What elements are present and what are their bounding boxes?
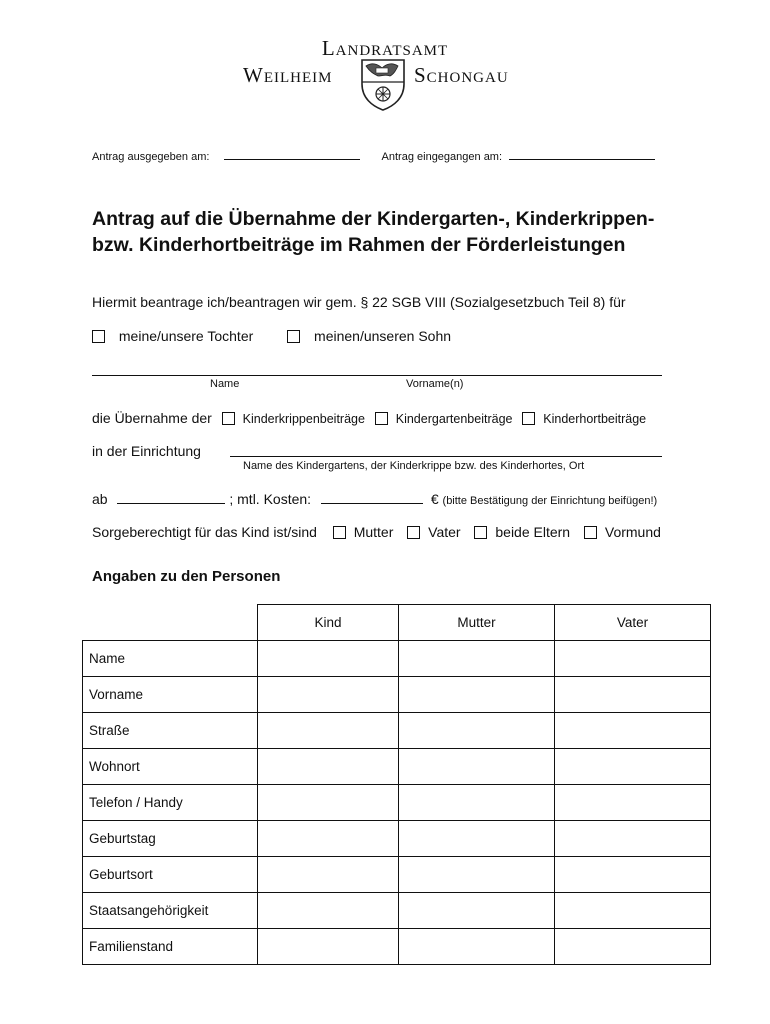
row-label-telefon: Telefon / Handy [83,785,258,821]
column-header-mutter: Mutter [399,605,555,641]
table-row [83,785,711,821]
table-row [83,749,711,785]
kind-strasse-cell[interactable] [258,713,399,749]
title-line-1: Antrag auf die Übernahme der Kindergarten-, Kinderkrippen- [92,208,655,230]
persons-heading: Angaben zu den Personen [92,568,281,585]
krippe-label: Kinderkrippenbeiträge [242,412,365,426]
vater-staatsangehoerigkeit-cell[interactable] [555,893,711,929]
vater-wohnort-cell[interactable] [555,749,711,785]
kind-vorname-cell[interactable] [258,677,399,713]
table-row [83,641,711,677]
beide-eltern-label: beide Eltern [495,524,571,540]
vater-checkbox[interactable] [407,526,420,539]
euro-sign: € [430,491,439,507]
mutter-label: Mutter [353,524,394,540]
row-label-name: Name [83,641,258,677]
issued-label: Antrag ausgegeben am: [92,151,210,163]
row-label-staatsangehoerigkeit: Staatsangehörigkeit [83,893,258,929]
table-row [83,893,711,929]
kindergarten-checkbox[interactable] [375,412,388,425]
child-options [92,328,451,344]
row-label-strasse: Straße [83,713,258,749]
vater-strasse-cell[interactable] [555,713,711,749]
vormund-label: Vormund [604,524,661,540]
vater-telefon-cell[interactable] [555,785,711,821]
kind-familienstand-cell[interactable] [258,929,399,965]
corner-cell [83,605,258,641]
coat-of-arms-icon [356,56,410,112]
vater-label: Vater [428,524,461,540]
kosten-note: (bitte Bestätigung der Einrichtung beifügen!) [442,495,658,507]
monthly-cost-field[interactable] [321,503,423,504]
kind-name-cell[interactable] [258,641,399,677]
authority-name: Landratsamt [321,36,449,60]
mutter-checkbox[interactable] [333,526,346,539]
table-row [83,677,711,713]
daughter-checkbox[interactable] [92,330,105,343]
column-header-vater: Vater [555,605,711,641]
persons-table [82,604,711,965]
einrichtung-field[interactable] [230,456,662,457]
mutter-vorname-cell[interactable] [399,677,555,713]
kind-wohnort-cell[interactable] [258,749,399,785]
table-row [83,929,711,965]
column-header-kind: Kind [258,605,399,641]
hort-label: Kinderhortbeiträge [543,412,647,426]
vater-vorname-cell[interactable] [555,677,711,713]
mutter-strasse-cell[interactable] [399,713,555,749]
table-row [83,713,711,749]
vater-familienstand-cell[interactable] [555,929,711,965]
intro-text: Hiermit beantrage ich/beantragen wir gem. § 22 SGB VIII (Sozialgesetzbuch Teil 8) für [92,294,626,310]
vater-name-cell[interactable] [555,641,711,677]
table-header-row [83,605,711,641]
uebernahme-label: die Übernahme der [92,410,212,426]
vormund-checkbox[interactable] [584,526,597,539]
received-label: Antrag eingegangen am: [381,151,503,163]
row-label-wohnort: Wohnort [83,749,258,785]
authority-city-right: Schongau [414,63,509,87]
page-title [92,206,732,258]
mutter-geburtstag-cell[interactable] [399,821,555,857]
vorname-caption: Vorname(n) [406,378,464,390]
kind-geburtstag-cell[interactable] [258,821,399,857]
issued-date-field[interactable] [224,159,360,160]
son-label: meinen/unseren Sohn [314,328,452,344]
received-date-field[interactable] [509,159,655,160]
mutter-telefon-cell[interactable] [399,785,555,821]
kindergarten-label: Kindergartenbeiträge [395,412,513,426]
table-row [83,857,711,893]
hort-checkbox[interactable] [522,412,535,425]
kosten-label: ; mtl. Kosten: [229,491,312,507]
child-name-field[interactable] [92,375,662,376]
row-label-geburtsort: Geburtsort [83,857,258,893]
mutter-geburtsort-cell[interactable] [399,857,555,893]
authority-city-left: Weilheim [243,63,333,87]
vater-geburtsort-cell[interactable] [555,857,711,893]
start-date-field[interactable] [117,503,225,504]
title-line-2: bzw. Kinderhortbeiträge im Rahmen der Förderleistungen [92,234,626,256]
son-checkbox[interactable] [287,330,300,343]
kind-telefon-cell[interactable] [258,785,399,821]
mutter-familienstand-cell[interactable] [399,929,555,965]
row-label-geburtstag: Geburtstag [83,821,258,857]
einrichtung-caption: Name des Kindergartens, der Kinderkrippe bzw. des Kinderhortes, Ort [243,460,585,472]
kind-staatsangehoerigkeit-cell[interactable] [258,893,399,929]
krippe-checkbox[interactable] [222,412,235,425]
vater-geburtstag-cell[interactable] [555,821,711,857]
row-label-vorname: Vorname [83,677,258,713]
receipt-row [92,151,655,163]
sorge-row [92,524,661,540]
kosten-row [92,491,657,507]
mutter-name-cell[interactable] [399,641,555,677]
row-label-familienstand: Familienstand [83,929,258,965]
uebernahme-row [92,410,646,426]
name-caption: Name [210,378,240,390]
table-row [83,821,711,857]
mutter-staatsangehoerigkeit-cell[interactable] [399,893,555,929]
kind-geburtsort-cell[interactable] [258,857,399,893]
daughter-label: meine/unsere Tochter [118,328,254,344]
einrichtung-label: in der Einrichtung [92,443,201,459]
ab-label: ab [92,491,108,507]
beide-eltern-checkbox[interactable] [474,526,487,539]
mutter-wohnort-cell[interactable] [399,749,555,785]
sorge-label: Sorgeberechtigt für das Kind ist/sind [92,524,317,540]
